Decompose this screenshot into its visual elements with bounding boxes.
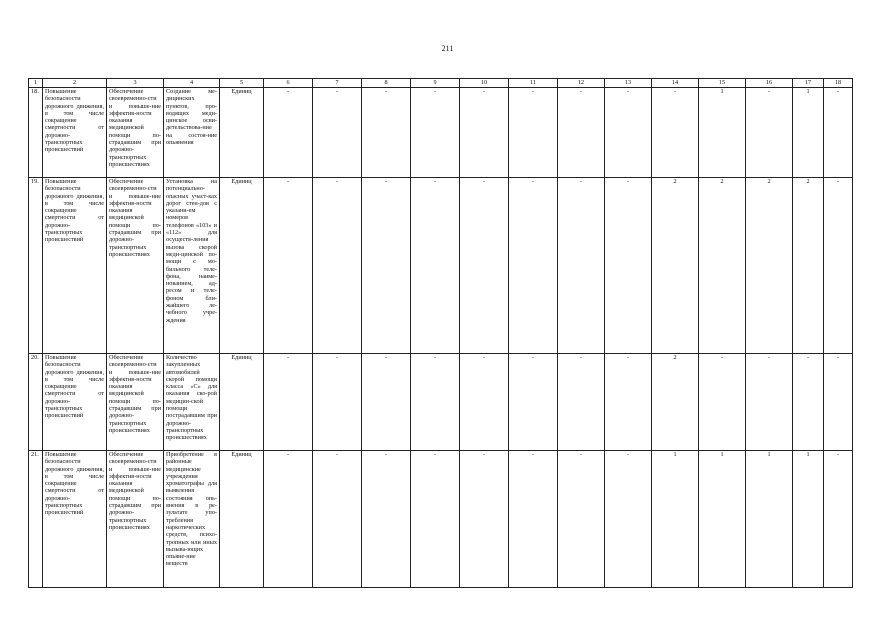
row-number-cell — [29, 88, 43, 178]
value-cell — [460, 451, 509, 588]
value-cell — [411, 178, 460, 354]
value-cell-text: - — [531, 451, 535, 458]
value-cell — [699, 354, 746, 451]
value-cell-text: - — [767, 88, 771, 95]
value-cell — [362, 178, 411, 354]
value-cell — [460, 354, 509, 451]
column-header: 5 — [220, 79, 264, 88]
column-header: 6 — [264, 79, 313, 88]
unit-cell-text: Единиц — [231, 88, 252, 95]
value-cell-text: - — [335, 354, 339, 361]
row-number-cell-text: 18. — [31, 88, 39, 95]
value-cell-text: 1 — [767, 451, 771, 458]
value-cell-text: - — [673, 88, 677, 95]
value-cell-text: - — [836, 451, 840, 458]
unit-cell — [220, 178, 264, 354]
value-cell-text: - — [579, 88, 583, 95]
row-number-cell — [29, 354, 43, 451]
value-cell — [509, 178, 558, 354]
value-cell — [652, 451, 699, 588]
value-cell-text: - — [286, 178, 290, 185]
value-cell-text: - — [482, 88, 486, 95]
value-cell — [746, 178, 793, 354]
row-number-cell-text: 21. — [31, 451, 39, 458]
value-cell — [699, 88, 746, 178]
column-header: 11 — [509, 79, 558, 88]
value-cell — [746, 451, 793, 588]
task-cell — [107, 178, 164, 354]
column-number-row — [29, 79, 853, 88]
value-cell — [824, 354, 853, 451]
column-header: 12 — [558, 79, 605, 88]
value-cell — [652, 88, 699, 178]
task-cell — [107, 88, 164, 178]
value-cell — [411, 451, 460, 588]
value-cell — [605, 451, 652, 588]
table-row — [29, 178, 853, 354]
column-header: 16 — [746, 79, 793, 88]
unit-cell-text: Единиц — [231, 451, 252, 458]
value-cell-text: - — [482, 354, 486, 361]
value-cell-text: 2 — [673, 354, 677, 361]
value-cell — [699, 451, 746, 588]
action-cell-text: Приобретение в районные медицинские учреждения хроматографы для выявления состояния опь-янения в ре-зультате упо-требления наркотических средств, психо-тропных или иных вызыва-ющих опьяне-ние веществ — [166, 451, 217, 568]
column-header: 4 — [164, 79, 220, 88]
value-cell — [264, 354, 313, 451]
column-header: 8 — [362, 79, 411, 88]
action-cell — [164, 354, 220, 451]
row-number-cell-text: 20. — [31, 354, 39, 361]
value-cell-text: - — [335, 178, 339, 185]
value-cell — [652, 178, 699, 354]
table-row — [29, 88, 853, 178]
table-row — [29, 451, 853, 588]
goal-cell — [43, 451, 107, 588]
value-cell — [605, 178, 652, 354]
value-cell-text: - — [626, 178, 630, 185]
value-cell — [313, 354, 362, 451]
value-cell-text: - — [806, 354, 810, 361]
value-cell-text: - — [433, 178, 437, 185]
value-cell-text: - — [384, 354, 388, 361]
task-cell — [107, 354, 164, 451]
column-header: 9 — [411, 79, 460, 88]
row-number-cell — [29, 178, 43, 354]
column-header: 14 — [652, 79, 699, 88]
unit-cell-text: Единиц — [231, 178, 252, 185]
value-cell-text: - — [335, 451, 339, 458]
value-cell — [824, 451, 853, 588]
indicators-table — [28, 78, 853, 588]
value-cell — [509, 354, 558, 451]
column-header: 10 — [460, 79, 509, 88]
value-cell — [746, 354, 793, 451]
unit-cell — [220, 88, 264, 178]
value-cell-text: - — [836, 178, 840, 185]
value-cell — [460, 178, 509, 354]
value-cell-text: 1 — [673, 451, 677, 458]
goal-cell — [43, 88, 107, 178]
page-number: 211 — [441, 44, 454, 53]
value-cell-text: - — [433, 88, 437, 95]
value-cell — [558, 451, 605, 588]
value-cell-text: 2 — [673, 178, 677, 185]
value-cell-text: - — [531, 178, 535, 185]
value-cell — [824, 178, 853, 354]
value-cell — [558, 354, 605, 451]
value-cell-text: 2 — [767, 178, 771, 185]
value-cell — [411, 354, 460, 451]
value-cell-text: - — [836, 354, 840, 361]
value-cell-text: - — [579, 451, 583, 458]
value-cell — [264, 451, 313, 588]
value-cell-text: - — [531, 88, 535, 95]
value-cell-text: - — [579, 178, 583, 185]
column-header: 2 — [43, 79, 107, 88]
value-cell-text: - — [482, 178, 486, 185]
value-cell — [264, 88, 313, 178]
value-cell-text: - — [286, 451, 290, 458]
action-cell — [164, 451, 220, 588]
goal-cell-text: Повышение безопасности дорожного движения, в том числе сокращение смертности от дорожно-транспортных происшествий — [45, 88, 104, 154]
value-cell — [509, 451, 558, 588]
unit-cell-text: Единиц — [231, 354, 252, 361]
value-cell — [699, 178, 746, 354]
value-cell — [793, 354, 824, 451]
value-cell-text: - — [626, 354, 630, 361]
value-cell — [793, 178, 824, 354]
value-cell-text: - — [433, 354, 437, 361]
value-cell-text: - — [626, 451, 630, 458]
task-cell-text: Обеспечение своевременно-сти и повыше-ние эффектив-ности оказания медицинской помощи по-страдавшим при дорожно-транспортных происшествиях — [109, 354, 161, 434]
task-cell-text: Обеспечение своевременно-сти и повыше-ние эффектив-ности оказания медицинской помощи по-страдавшим при дорожно-транспортных происшествиях — [109, 178, 161, 258]
task-cell-text: Обеспечение своевременно-сти и повыше-ние эффектив-ности оказания медицинской помощи по-страдавшим при дорожно-транспортных происшествиях — [109, 451, 161, 531]
value-cell — [558, 88, 605, 178]
value-cell — [824, 88, 853, 178]
value-cell — [362, 451, 411, 588]
value-cell — [313, 451, 362, 588]
value-cell-text: - — [836, 88, 840, 95]
unit-cell — [220, 451, 264, 588]
column-header: 15 — [699, 79, 746, 88]
value-cell-text: - — [286, 354, 290, 361]
value-cell-text: 1 — [720, 451, 724, 458]
value-cell — [558, 178, 605, 354]
value-cell — [793, 451, 824, 588]
value-cell-text: 1 — [806, 88, 810, 95]
column-header: 18 — [824, 79, 853, 88]
task-cell — [107, 451, 164, 588]
column-header: 13 — [605, 79, 652, 88]
goal-cell-text: Повышение безопасности дорожного движения, в том числе сокращение смертности от дорожно-транспортных происшествий — [45, 451, 104, 517]
column-header: 7 — [313, 79, 362, 88]
value-cell — [313, 178, 362, 354]
task-cell-text: Обеспечение своевременно-сти и повыше-ние эффектив-ности оказания медицинской помощи по-страдавшим при дорожно-транспортных происшествиях — [109, 88, 161, 168]
action-cell-text: Установка на потенциально-опасных участ-ках дорог стен-дов с указани-ем номеров телефонов «103» и «112» для осуществ-ления вызова скорой меди-цинской по-мощи с мо-бильного теле-фона, наиме-нованием, ад-ресом и теле-фоном бли-жайшего ле-чебного учре-ждения — [166, 178, 217, 324]
value-cell-text: - — [433, 451, 437, 458]
value-cell-text: - — [384, 451, 388, 458]
column-header: 3 — [107, 79, 164, 88]
table-row — [29, 354, 853, 451]
value-cell-text: - — [767, 354, 771, 361]
value-cell-text: - — [720, 354, 724, 361]
table-body — [29, 79, 853, 588]
action-cell — [164, 178, 220, 354]
value-cell-text: 2 — [806, 178, 810, 185]
row-number-cell-text: 19. — [31, 178, 39, 185]
action-cell-text: Количество закупленных автомобилей скорой помощи класса «С» для оказания ско-рой медицин-ской помощи пострадавшим при дорожно-транспортных происшествиях — [166, 354, 217, 442]
row-number-cell — [29, 451, 43, 588]
value-cell-text: - — [384, 178, 388, 185]
value-cell-text: - — [626, 88, 630, 95]
value-cell — [362, 88, 411, 178]
value-cell-text: - — [531, 354, 535, 361]
goal-cell — [43, 178, 107, 354]
goal-cell-text: Повышение безопасности дорожного движения, в том числе сокращение смертности от дорожно-транспортных происшествий — [45, 354, 104, 420]
value-cell-text: - — [384, 88, 388, 95]
value-cell-text: - — [286, 88, 290, 95]
value-cell — [746, 88, 793, 178]
value-cell — [793, 88, 824, 178]
value-cell — [313, 88, 362, 178]
column-header: 1 — [29, 79, 43, 88]
value-cell-text: - — [579, 354, 583, 361]
value-cell-text: 1 — [720, 88, 724, 95]
goal-cell-text: Повышение безопасности дорожного движения, в том числе сокращение смертности от дорожно-транспортных происшествий — [45, 178, 104, 244]
value-cell — [460, 88, 509, 178]
value-cell — [362, 354, 411, 451]
action-cell-text: Создание ме-дицинских пунктов, про-водящих меди-цинское осви-детельствова-ние на состоя-ние опьянения — [166, 88, 217, 147]
value-cell — [411, 88, 460, 178]
goal-cell — [43, 354, 107, 451]
column-header: 17 — [793, 79, 824, 88]
value-cell — [264, 178, 313, 354]
value-cell — [509, 88, 558, 178]
value-cell — [605, 354, 652, 451]
value-cell — [652, 354, 699, 451]
value-cell-text: 2 — [720, 178, 724, 185]
value-cell-text: - — [335, 88, 339, 95]
value-cell — [605, 88, 652, 178]
action-cell — [164, 88, 220, 178]
value-cell-text: - — [482, 451, 486, 458]
value-cell-text: 1 — [806, 451, 810, 458]
unit-cell — [220, 354, 264, 451]
